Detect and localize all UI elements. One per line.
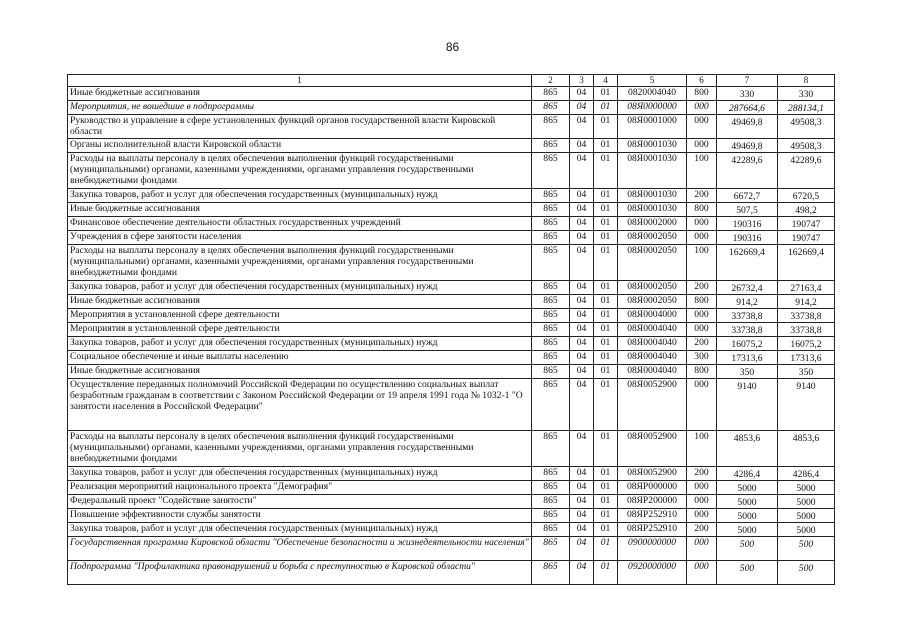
row-ministry-code-cell: 865: [532, 189, 570, 203]
row-target-article-cell: 08ЯР200000: [618, 495, 687, 509]
row-ministry-code-cell: 865: [532, 509, 570, 523]
row-ministry-code-cell: 865: [532, 365, 570, 379]
budget-table: [67, 74, 835, 585]
row-amount-year2-cell: 33738,8: [778, 309, 835, 323]
row-name-cell: Расходы на выплаты персоналу в целях обеспечения выполнения функций государственными (муниципальными) органами, казенными учреждениями, органами управления государственными внебюджетными фондами: [68, 245, 532, 281]
row-ministry-code-cell: 865: [532, 217, 570, 231]
row-ministry-code-cell: 865: [532, 139, 570, 153]
table-row: [68, 337, 835, 351]
row-subsection-cell: 01: [594, 379, 618, 431]
header-col-3: 3: [570, 75, 594, 87]
row-expense-type-cell: 000: [687, 537, 717, 561]
row-subsection-cell: 01: [594, 537, 618, 561]
table-row: [68, 431, 835, 467]
table-row: [68, 231, 835, 245]
row-ministry-code-cell: 865: [532, 467, 570, 481]
row-section-cell: 04: [570, 231, 594, 245]
row-name-cell: Органы исполнительной власти Кировской области: [68, 139, 532, 153]
row-section-cell: 04: [570, 139, 594, 153]
row-amount-year2-cell: 5000: [778, 523, 835, 537]
table-row: [68, 509, 835, 523]
table-row: [68, 561, 835, 585]
row-target-article-cell: 08Я0004040: [618, 365, 687, 379]
row-section-cell: 04: [570, 431, 594, 467]
row-section-cell: 04: [570, 523, 594, 537]
row-amount-year1-cell: 330: [717, 87, 778, 101]
row-section-cell: 04: [570, 245, 594, 281]
row-expense-type-cell: 800: [687, 365, 717, 379]
row-subsection-cell: 01: [594, 189, 618, 203]
row-amount-year1-cell: 16075,2: [717, 337, 778, 351]
row-amount-year2-cell: 288134,1: [778, 101, 835, 115]
row-amount-year1-cell: 162669,4: [717, 245, 778, 281]
row-subsection-cell: 01: [594, 139, 618, 153]
table-row: [68, 101, 835, 115]
row-subsection-cell: 01: [594, 87, 618, 101]
row-ministry-code-cell: 865: [532, 295, 570, 309]
row-subsection-cell: 01: [594, 509, 618, 523]
row-amount-year2-cell: 27163,4: [778, 281, 835, 295]
row-subsection-cell: 01: [594, 351, 618, 365]
table-row: [68, 139, 835, 153]
table-row: [68, 365, 835, 379]
row-target-article-cell: 0900000000: [618, 537, 687, 561]
row-expense-type-cell: 200: [687, 467, 717, 481]
row-name-cell: Закупка товаров, работ и услуг для обеспечения государственных (муниципальных) нужд: [68, 281, 532, 295]
row-amount-year2-cell: 190747: [778, 217, 835, 231]
row-expense-type-cell: 100: [687, 431, 717, 467]
row-section-cell: 04: [570, 323, 594, 337]
row-name-cell: Подпрограмма "Профилактика правонарушений и борьба с преступностью в Кировской области": [68, 561, 532, 585]
row-subsection-cell: 01: [594, 203, 618, 217]
row-amount-year1-cell: 914,2: [717, 295, 778, 309]
row-name-cell: Мероприятия в установленной сфере деятельности: [68, 323, 532, 337]
row-amount-year2-cell: 9140: [778, 379, 835, 431]
header-col-1: 1: [68, 75, 532, 87]
row-amount-year1-cell: 190316: [717, 217, 778, 231]
row-target-article-cell: 08Я0002050: [618, 295, 687, 309]
header-col-2: 2: [532, 75, 570, 87]
row-ministry-code-cell: 865: [532, 495, 570, 509]
row-name-cell: Расходы на выплаты персоналу в целях обеспечения выполнения функций государственными (муниципальными) органами, казенными учреждениями, органами управления государственными внебюджетными фондами: [68, 431, 532, 467]
row-name-cell: Иные бюджетные ассигнования: [68, 87, 532, 101]
row-expense-type-cell: 800: [687, 203, 717, 217]
row-target-article-cell: 08Я0002050: [618, 231, 687, 245]
row-amount-year2-cell: 4853,6: [778, 431, 835, 467]
table-row: [68, 537, 835, 561]
row-expense-type-cell: 000: [687, 231, 717, 245]
row-amount-year2-cell: 162669,4: [778, 245, 835, 281]
row-expense-type-cell: 000: [687, 379, 717, 431]
header-col-5: 5: [618, 75, 687, 87]
row-ministry-code-cell: 865: [532, 351, 570, 365]
row-section-cell: 04: [570, 281, 594, 295]
row-amount-year1-cell: 507,5: [717, 203, 778, 217]
row-expense-type-cell: 000: [687, 115, 717, 139]
row-expense-type-cell: 000: [687, 561, 717, 585]
row-ministry-code-cell: 865: [532, 337, 570, 351]
row-section-cell: 04: [570, 365, 594, 379]
row-target-article-cell: 08ЯР000000: [618, 481, 687, 495]
row-section-cell: 04: [570, 337, 594, 351]
row-subsection-cell: 01: [594, 523, 618, 537]
table-row: [68, 523, 835, 537]
row-ministry-code-cell: 865: [532, 379, 570, 431]
row-name-cell: Мероприятия в установленной сфере деятельности: [68, 309, 532, 323]
table-row: [68, 481, 835, 495]
row-amount-year1-cell: 49469,8: [717, 115, 778, 139]
table-row: [68, 323, 835, 337]
table-row: [68, 189, 835, 203]
row-subsection-cell: 01: [594, 365, 618, 379]
header-col-7: 7: [717, 75, 778, 87]
row-amount-year1-cell: 190316: [717, 231, 778, 245]
row-amount-year2-cell: 17313,6: [778, 351, 835, 365]
row-expense-type-cell: 000: [687, 495, 717, 509]
row-subsection-cell: 01: [594, 481, 618, 495]
row-target-article-cell: 08Я0001030: [618, 189, 687, 203]
row-name-cell: Социальное обеспечение и иные выплаты населению: [68, 351, 532, 365]
row-target-article-cell: 08Я0004040: [618, 323, 687, 337]
row-subsection-cell: 01: [594, 561, 618, 585]
row-amount-year1-cell: 6672,7: [717, 189, 778, 203]
row-amount-year2-cell: 500: [778, 537, 835, 561]
row-target-article-cell: 08ЯР252910: [618, 509, 687, 523]
row-amount-year2-cell: 4286,4: [778, 467, 835, 481]
row-amount-year2-cell: 6720,5: [778, 189, 835, 203]
row-amount-year2-cell: 5000: [778, 495, 835, 509]
row-amount-year1-cell: 500: [717, 561, 778, 585]
row-subsection-cell: 01: [594, 153, 618, 189]
row-amount-year1-cell: 33738,8: [717, 323, 778, 337]
table-row: [68, 295, 835, 309]
row-name-cell: Расходы на выплаты персоналу в целях обеспечения выполнения функций государственными (муниципальными) органами, казенными учреждениями, органами управления государственными внебюджетными фондами: [68, 153, 532, 189]
row-section-cell: 04: [570, 481, 594, 495]
row-expense-type-cell: 000: [687, 481, 717, 495]
row-name-cell: Закупка товаров, работ и услуг для обеспечения государственных (муниципальных) нужд: [68, 467, 532, 481]
row-section-cell: 04: [570, 189, 594, 203]
row-target-article-cell: 08Я0002050: [618, 281, 687, 295]
table-row: [68, 153, 835, 189]
row-name-cell: Мероприятия, не вошедшие в подпрограммы: [68, 101, 532, 115]
row-target-article-cell: 08Я0052900: [618, 467, 687, 481]
row-name-cell: Осуществление переданных полномочий Российской Федерации по осуществлению социальных выплат безработным гражданам в соответствии с Законом Российской Федерации от 19 апреля 1991 года № 1032-1 "О занятости населения в Российской Федерации": [68, 379, 532, 431]
row-section-cell: 04: [570, 295, 594, 309]
row-ministry-code-cell: 865: [532, 231, 570, 245]
row-name-cell: Закупка товаров, работ и услуг для обеспечения государственных (муниципальных) нужд: [68, 189, 532, 203]
table-header-row: [68, 75, 835, 87]
row-expense-type-cell: 000: [687, 101, 717, 115]
row-subsection-cell: 01: [594, 101, 618, 115]
row-amount-year1-cell: 5000: [717, 509, 778, 523]
row-target-article-cell: 08Я0000000: [618, 101, 687, 115]
row-ministry-code-cell: 865: [532, 203, 570, 217]
row-amount-year1-cell: 17313,6: [717, 351, 778, 365]
row-ministry-code-cell: 865: [532, 115, 570, 139]
row-target-article-cell: 08Я0004040: [618, 351, 687, 365]
row-ministry-code-cell: 865: [532, 561, 570, 585]
row-amount-year2-cell: 350: [778, 365, 835, 379]
row-subsection-cell: 01: [594, 281, 618, 295]
row-expense-type-cell: 000: [687, 217, 717, 231]
row-section-cell: 04: [570, 87, 594, 101]
row-name-cell: Закупка товаров, работ и услуг для обеспечения государственных (муниципальных) нужд: [68, 337, 532, 351]
row-expense-type-cell: 800: [687, 87, 717, 101]
row-amount-year1-cell: 5000: [717, 495, 778, 509]
table-row: [68, 281, 835, 295]
row-subsection-cell: 01: [594, 231, 618, 245]
row-amount-year2-cell: 5000: [778, 509, 835, 523]
row-section-cell: 04: [570, 217, 594, 231]
row-target-article-cell: 08Я0002050: [618, 245, 687, 281]
row-target-article-cell: 08Я0004000: [618, 309, 687, 323]
row-amount-year1-cell: 5000: [717, 481, 778, 495]
row-expense-type-cell: 200: [687, 523, 717, 537]
header-col-8: 8: [778, 75, 835, 87]
row-name-cell: Иные бюджетные ассигнования: [68, 365, 532, 379]
row-name-cell: Иные бюджетные ассигнования: [68, 295, 532, 309]
row-target-article-cell: 08Я0001030: [618, 203, 687, 217]
row-section-cell: 04: [570, 203, 594, 217]
row-expense-type-cell: 300: [687, 351, 717, 365]
row-amount-year1-cell: 49469,8: [717, 139, 778, 153]
row-subsection-cell: 01: [594, 337, 618, 351]
row-amount-year2-cell: 500: [778, 561, 835, 585]
row-expense-type-cell: 000: [687, 509, 717, 523]
row-section-cell: 04: [570, 153, 594, 189]
row-amount-year2-cell: 16075,2: [778, 337, 835, 351]
row-amount-year2-cell: 33738,8: [778, 323, 835, 337]
row-expense-type-cell: 200: [687, 189, 717, 203]
row-section-cell: 04: [570, 115, 594, 139]
row-section-cell: 04: [570, 495, 594, 509]
header-col-6: 6: [687, 75, 717, 87]
row-name-cell: Руководство и управление в сфере установленных функций органов государственной власти Кировской области: [68, 115, 532, 139]
row-ministry-code-cell: 865: [532, 523, 570, 537]
row-subsection-cell: 01: [594, 217, 618, 231]
row-amount-year1-cell: 4853,6: [717, 431, 778, 467]
row-amount-year1-cell: 5000: [717, 523, 778, 537]
table-row: [68, 245, 835, 281]
row-target-article-cell: 08Я0004040: [618, 337, 687, 351]
row-ministry-code-cell: 865: [532, 281, 570, 295]
row-subsection-cell: 01: [594, 245, 618, 281]
row-amount-year1-cell: 33738,8: [717, 309, 778, 323]
row-amount-year1-cell: 26732,4: [717, 281, 778, 295]
row-name-cell: Иные бюджетные ассигнования: [68, 203, 532, 217]
row-subsection-cell: 01: [594, 431, 618, 467]
row-name-cell: Закупка товаров, работ и услуг для обеспечения государственных (муниципальных) нужд: [68, 523, 532, 537]
row-target-article-cell: 08Я0001030: [618, 153, 687, 189]
row-amount-year2-cell: 42289,6: [778, 153, 835, 189]
row-section-cell: 04: [570, 101, 594, 115]
table-row: [68, 467, 835, 481]
row-ministry-code-cell: 865: [532, 431, 570, 467]
row-name-cell: Реализация мероприятий национального проекта "Демография": [68, 481, 532, 495]
row-expense-type-cell: 000: [687, 309, 717, 323]
row-subsection-cell: 01: [594, 323, 618, 337]
table-row: [68, 115, 835, 139]
row-name-cell: Учреждения в сфере занятости населения: [68, 231, 532, 245]
table-row: [68, 309, 835, 323]
row-expense-type-cell: 000: [687, 323, 717, 337]
row-subsection-cell: 01: [594, 309, 618, 323]
row-amount-year1-cell: 350: [717, 365, 778, 379]
page-number: 86: [445, 40, 460, 54]
row-ministry-code-cell: 865: [532, 323, 570, 337]
table-row: [68, 87, 835, 101]
row-section-cell: 04: [570, 561, 594, 585]
table-row: [68, 203, 835, 217]
row-section-cell: 04: [570, 509, 594, 523]
row-amount-year1-cell: 4286,4: [717, 467, 778, 481]
row-target-article-cell: 0920000000: [618, 561, 687, 585]
row-expense-type-cell: 200: [687, 337, 717, 351]
row-target-article-cell: 0820004040: [618, 87, 687, 101]
row-subsection-cell: 01: [594, 295, 618, 309]
row-name-cell: Повышение эффективности службы занятости: [68, 509, 532, 523]
row-amount-year2-cell: 5000: [778, 481, 835, 495]
row-subsection-cell: 01: [594, 495, 618, 509]
row-name-cell: Федеральный проект "Содействие занятости": [68, 495, 532, 509]
table-row: [68, 217, 835, 231]
row-amount-year2-cell: 49508,3: [778, 139, 835, 153]
row-expense-type-cell: 800: [687, 295, 717, 309]
header-col-4: 4: [594, 75, 618, 87]
row-amount-year1-cell: 500: [717, 537, 778, 561]
row-subsection-cell: 01: [594, 467, 618, 481]
row-ministry-code-cell: 865: [532, 87, 570, 101]
row-name-cell: Государственная программа Кировской области "Обеспечение безопасности и жизнедеятельности населения": [68, 537, 532, 561]
row-target-article-cell: 08Я0052900: [618, 431, 687, 467]
row-expense-type-cell: 100: [687, 153, 717, 189]
table-row: [68, 495, 835, 509]
row-ministry-code-cell: 865: [532, 245, 570, 281]
row-target-article-cell: 08Я0002000: [618, 217, 687, 231]
row-expense-type-cell: 200: [687, 281, 717, 295]
row-section-cell: 04: [570, 351, 594, 365]
row-amount-year2-cell: 49508,3: [778, 115, 835, 139]
row-ministry-code-cell: 865: [532, 309, 570, 323]
row-expense-type-cell: 100: [687, 245, 717, 281]
row-ministry-code-cell: 865: [532, 481, 570, 495]
row-ministry-code-cell: 865: [532, 537, 570, 561]
row-amount-year2-cell: 190747: [778, 231, 835, 245]
table-row: [68, 351, 835, 365]
row-amount-year2-cell: 330: [778, 87, 835, 101]
row-amount-year2-cell: 498,2: [778, 203, 835, 217]
row-amount-year2-cell: 914,2: [778, 295, 835, 309]
row-name-cell: Финансовое обеспечение деятельности областных государственных учреждений: [68, 217, 532, 231]
row-amount-year1-cell: 9140: [717, 379, 778, 431]
row-ministry-code-cell: 865: [532, 101, 570, 115]
row-amount-year1-cell: 287664,6: [717, 101, 778, 115]
row-ministry-code-cell: 865: [532, 153, 570, 189]
row-subsection-cell: 01: [594, 115, 618, 139]
table-row: [68, 379, 835, 431]
row-target-article-cell: 08ЯР252910: [618, 523, 687, 537]
row-section-cell: 04: [570, 379, 594, 431]
row-target-article-cell: 08Я0001000: [618, 115, 687, 139]
row-section-cell: 04: [570, 467, 594, 481]
row-section-cell: 04: [570, 309, 594, 323]
row-target-article-cell: 08Я0001030: [618, 139, 687, 153]
row-amount-year1-cell: 42289,6: [717, 153, 778, 189]
row-expense-type-cell: 000: [687, 139, 717, 153]
row-target-article-cell: 08Я0052900: [618, 379, 687, 431]
row-section-cell: 04: [570, 537, 594, 561]
